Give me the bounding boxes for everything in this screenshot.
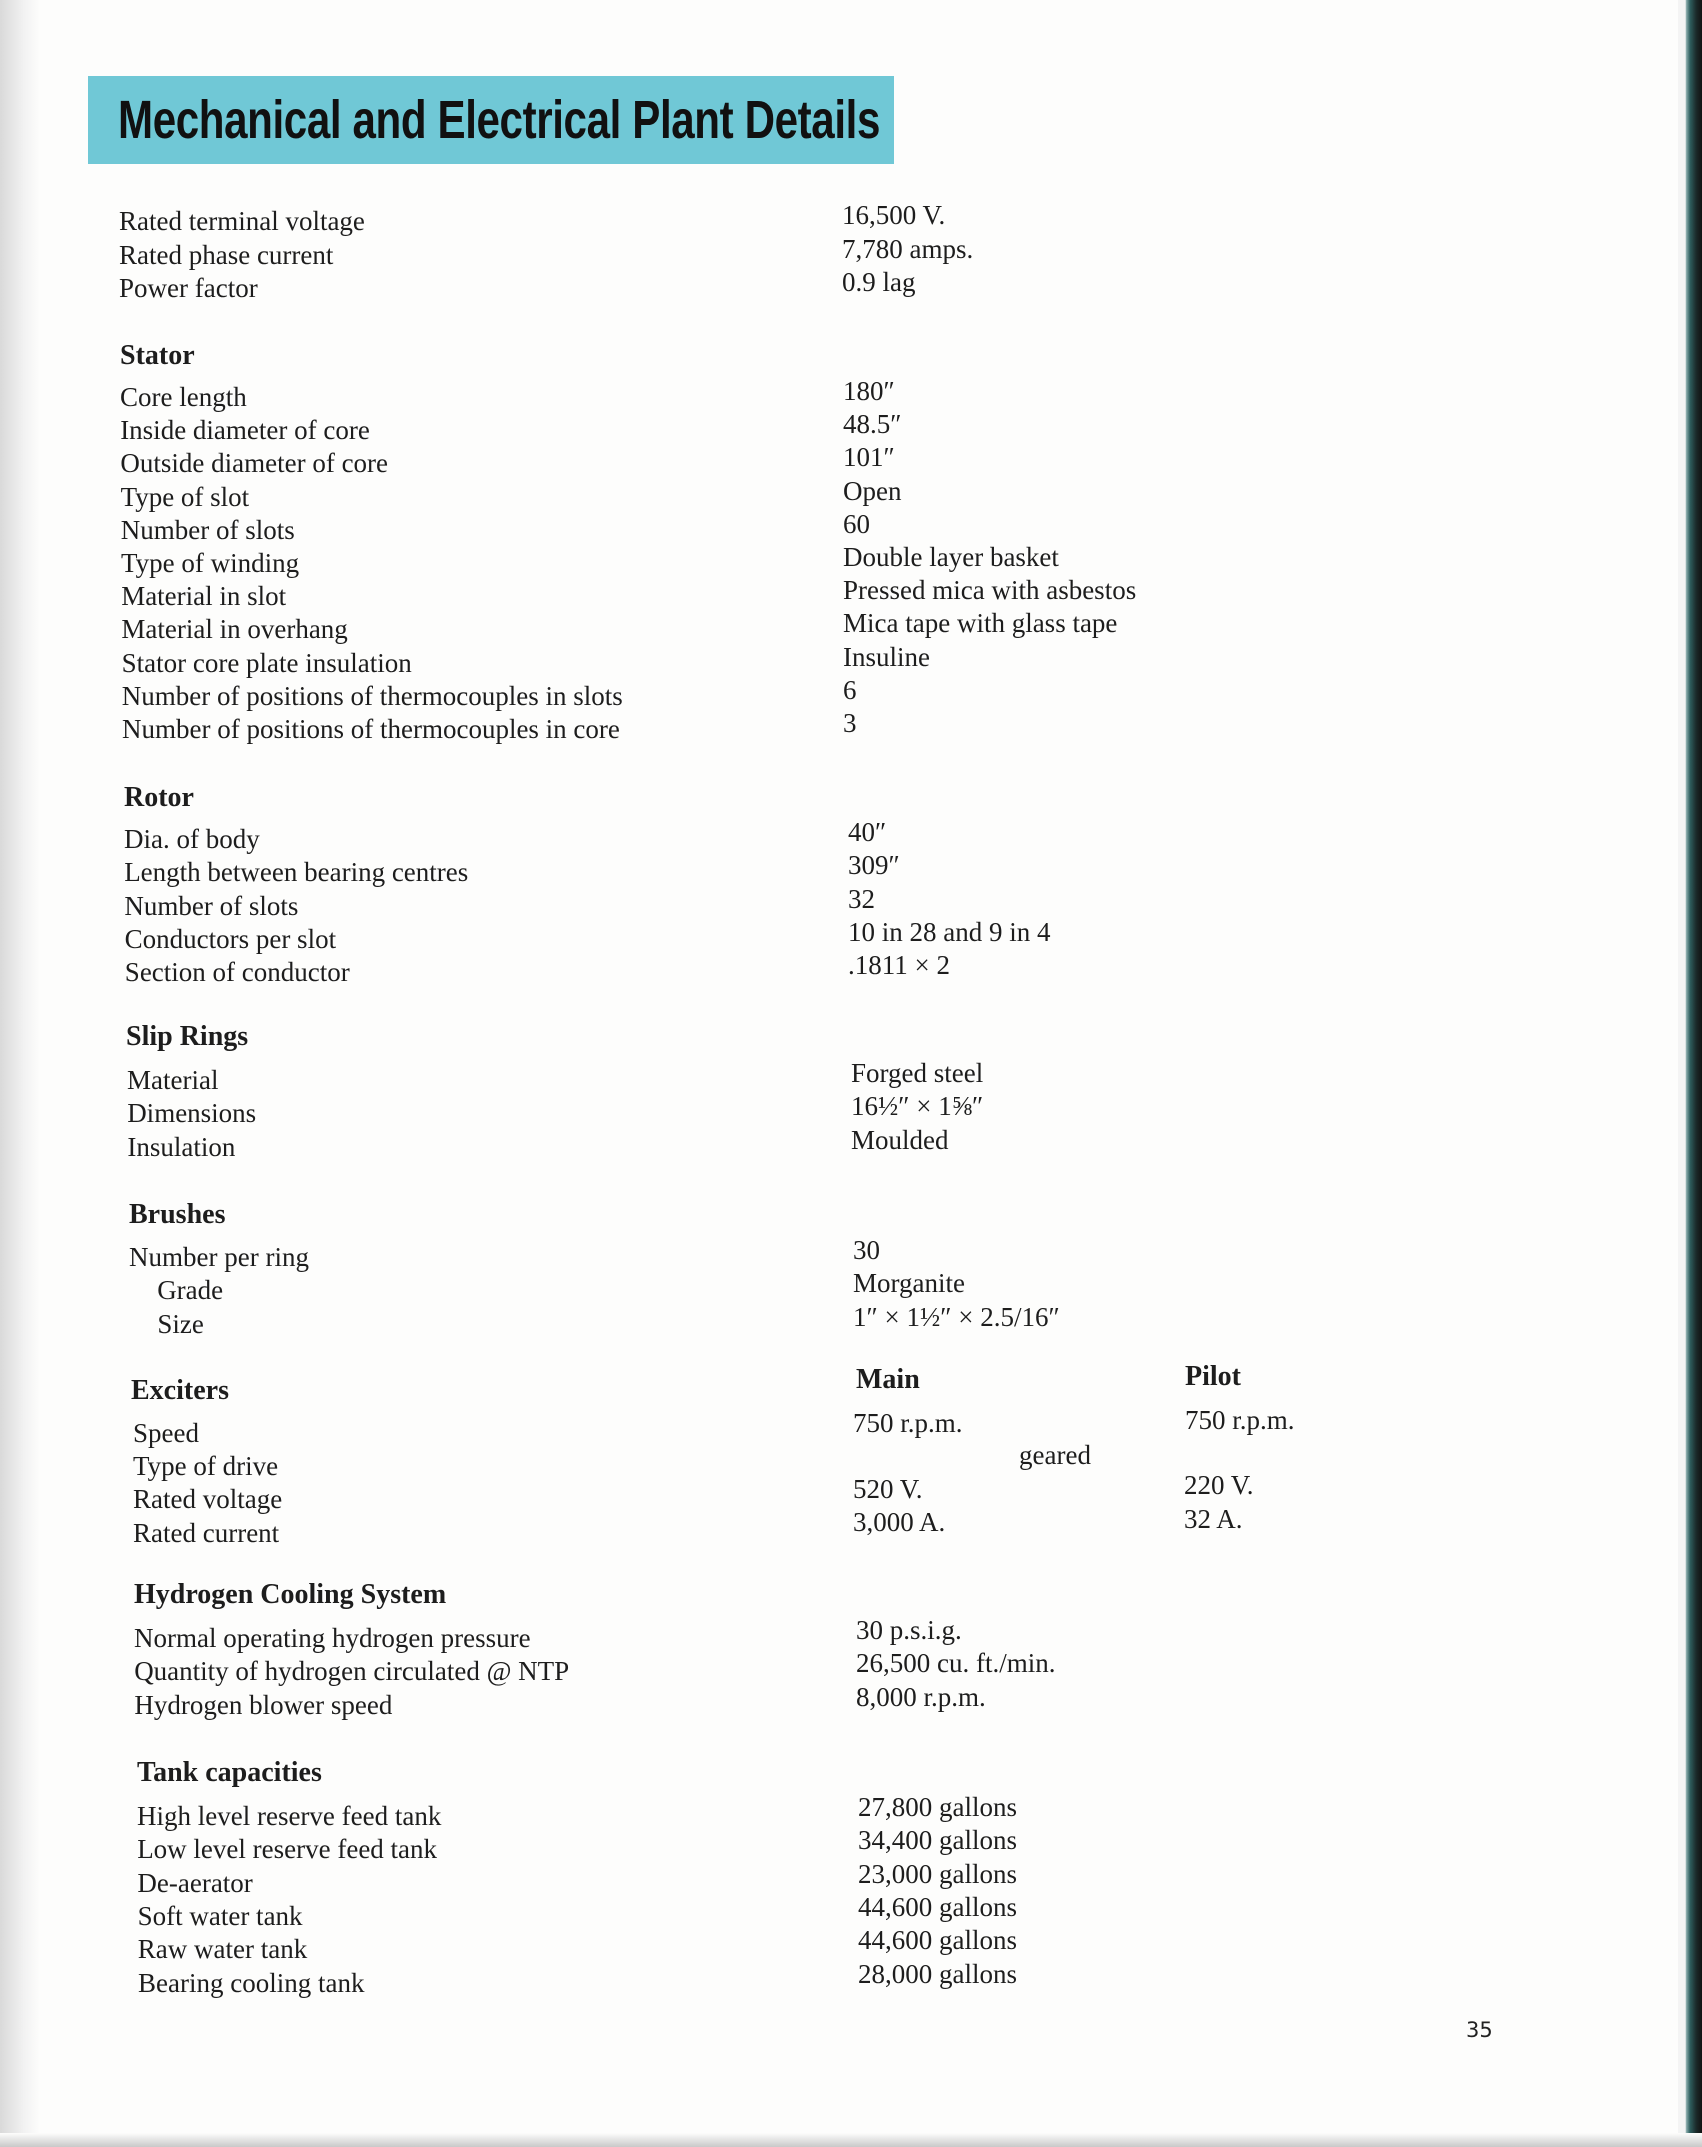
section-heading-brushes: Brushes bbox=[129, 1199, 226, 1230]
spec-label: Size bbox=[157, 1308, 204, 1339]
spec-label: Number of slots bbox=[120, 514, 295, 545]
spec-label: Quantity of hydrogen circulated @ NTP bbox=[134, 1656, 570, 1687]
spec-label: Power factor bbox=[119, 273, 258, 303]
spec-value: 180″ bbox=[843, 376, 895, 406]
spec-value: Mica tape with glass tape bbox=[843, 608, 1118, 639]
spec-value: 23,000 gallons bbox=[858, 1858, 1017, 1889]
spec-value-pilot: 220 V. bbox=[1184, 1470, 1254, 1500]
spec-label: Hydrogen blower speed bbox=[134, 1689, 393, 1720]
spec-label: Inside diameter of core bbox=[120, 415, 370, 446]
spec-label: Raw water tank bbox=[137, 1934, 308, 1965]
spec-value: 30 p.s.i.g. bbox=[856, 1615, 962, 1645]
page-title: Mechanical and Electrical Plant Details bbox=[118, 90, 880, 150]
spec-value: Moulded bbox=[851, 1124, 949, 1155]
page-gutter-shadow bbox=[0, 0, 40, 2147]
spec-value: 101″ bbox=[843, 442, 895, 473]
spec-value-main: 520 V. bbox=[853, 1474, 923, 1504]
spec-label: Number per ring bbox=[129, 1242, 309, 1272]
section-heading-exciters: Exciters bbox=[131, 1375, 229, 1406]
spec-label: Grade bbox=[157, 1275, 224, 1306]
spec-label: Low level reserve feed tank bbox=[137, 1834, 438, 1865]
spec-value: 309″ bbox=[848, 850, 900, 881]
spec-value: Forged steel bbox=[851, 1058, 984, 1088]
spec-value: Open bbox=[843, 475, 902, 506]
section-heading-rotor: Rotor bbox=[124, 782, 194, 813]
spec-value: 28,000 gallons bbox=[858, 1958, 1017, 1989]
spec-label: Soft water tank bbox=[137, 1900, 303, 1931]
spec-value-pilot: 32 A. bbox=[1184, 1504, 1243, 1534]
page-bottom-shadow bbox=[0, 2133, 1702, 2147]
spec-value: 48.5″ bbox=[843, 409, 902, 440]
section-heading-slip-rings: Slip Rings bbox=[126, 1021, 249, 1052]
section-heading-tanks: Tank capacities bbox=[137, 1757, 322, 1788]
spec-value: 1″ × 1½″ × 2.5/16″ bbox=[853, 1301, 1060, 1332]
spec-value: 6 bbox=[843, 674, 857, 705]
spec-value: 8,000 r.p.m. bbox=[856, 1681, 986, 1712]
spec-label: De-aerator bbox=[137, 1867, 253, 1898]
spec-label: Section of conductor bbox=[124, 957, 350, 988]
section-heading-hydrogen: Hydrogen Cooling System bbox=[134, 1579, 447, 1610]
spec-label: Speed bbox=[133, 1418, 199, 1448]
spec-value: 44,600 gallons bbox=[858, 1925, 1017, 1956]
spec-value-pilot: 750 r.p.m. bbox=[1185, 1405, 1295, 1435]
spec-label: Rated current bbox=[133, 1518, 280, 1548]
spec-label: Dia. of body bbox=[124, 824, 260, 854]
spec-value: 26,500 cu. ft./min. bbox=[856, 1648, 1056, 1679]
spec-value: Insuline bbox=[843, 641, 930, 672]
spec-label: Rated terminal voltage bbox=[119, 206, 365, 236]
spec-value: Pressed mica with asbestos bbox=[843, 575, 1137, 606]
spec-value: 0.9 lag bbox=[842, 267, 916, 297]
exciters-column-main: Main bbox=[856, 1364, 920, 1395]
spec-value: 34,400 gallons bbox=[858, 1825, 1017, 1856]
exciters-column-pilot: Pilot bbox=[1185, 1361, 1241, 1392]
spec-value: Morganite bbox=[853, 1268, 965, 1299]
spec-label: Type of slot bbox=[120, 481, 250, 512]
spec-label: Conductors per slot bbox=[124, 923, 337, 954]
page-number: 35 bbox=[1466, 2018, 1493, 2042]
spec-label: Rated voltage bbox=[133, 1484, 283, 1514]
spec-value: 30 bbox=[853, 1235, 880, 1265]
spec-label: Core length bbox=[120, 382, 247, 412]
spec-label: High level reserve feed tank bbox=[137, 1801, 442, 1831]
spec-label: Outside diameter of core bbox=[120, 448, 389, 479]
spec-label: Insulation bbox=[127, 1131, 236, 1162]
spec-label: Normal operating hydrogen pressure bbox=[134, 1623, 531, 1653]
spec-value: 44,600 gallons bbox=[858, 1891, 1017, 1922]
spec-label: Material in slot bbox=[121, 581, 287, 612]
spec-value: 32 bbox=[848, 883, 875, 914]
spec-value: 16½″ × 1⅝″ bbox=[851, 1091, 984, 1122]
spec-label: Material bbox=[127, 1065, 219, 1095]
spec-value-main: 750 r.p.m. bbox=[853, 1408, 963, 1438]
title-banner bbox=[88, 76, 894, 164]
spec-label: Number of positions of thermocouples in core bbox=[122, 714, 620, 744]
spec-value-shared: geared bbox=[1019, 1440, 1091, 1470]
spec-value: 27,800 gallons bbox=[858, 1792, 1017, 1822]
spec-value: .1811 × 2 bbox=[848, 950, 950, 981]
spec-value: Double layer basket bbox=[843, 542, 1059, 572]
spec-value: 16,500 V. bbox=[842, 200, 946, 230]
spec-label: Number of slots bbox=[124, 890, 299, 921]
spec-value: 60 bbox=[843, 508, 870, 539]
page-edge bbox=[1678, 0, 1702, 2147]
spec-label: Length between bearing centres bbox=[124, 857, 469, 888]
spec-label: Type of winding bbox=[121, 548, 300, 578]
section-heading-stator: Stator bbox=[120, 340, 195, 371]
spec-value: 3 bbox=[843, 708, 857, 738]
spec-label: Stator core plate insulation bbox=[121, 647, 412, 678]
spec-value-main: 3,000 A. bbox=[853, 1507, 946, 1537]
spec-label: Dimensions bbox=[127, 1098, 257, 1129]
spec-label: Rated phase current bbox=[119, 240, 334, 270]
spec-label: Number of positions of thermocouples in slots bbox=[121, 680, 623, 711]
spec-value: 7,780 amps. bbox=[842, 234, 974, 264]
spec-label: Material in overhang bbox=[121, 614, 348, 645]
spec-label: Type of drive bbox=[133, 1451, 279, 1481]
spec-label: Bearing cooling tank bbox=[138, 1967, 365, 1998]
spec-value: 10 in 28 and 9 in 4 bbox=[848, 916, 1051, 947]
spec-value: 40″ bbox=[848, 817, 887, 847]
